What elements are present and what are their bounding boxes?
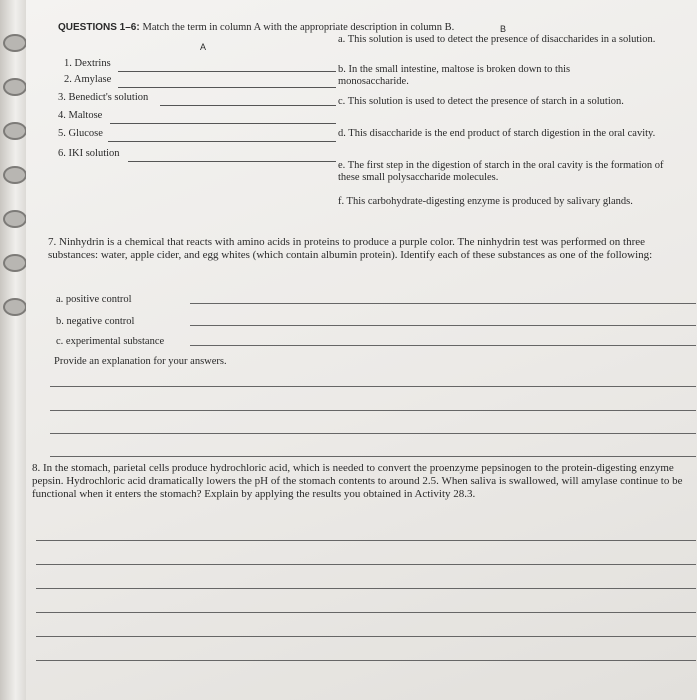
q7-answer-line[interactable] bbox=[50, 456, 696, 457]
q8-answer-line[interactable] bbox=[36, 636, 696, 637]
questions-heading bbox=[58, 22, 454, 33]
term-6: 6. IKI solution bbox=[58, 148, 120, 159]
q7-negative-control-blank[interactable] bbox=[190, 325, 696, 326]
term-3: 3. Benedict's solution bbox=[58, 92, 149, 103]
description-d: d. This disaccharide is the end product of starch digestion in the oral cavity. bbox=[338, 128, 656, 139]
answer-blank-4[interactable] bbox=[110, 123, 336, 124]
q7-answer-line[interactable] bbox=[50, 433, 696, 434]
worksheet-page bbox=[26, 0, 697, 700]
binder-ring bbox=[3, 298, 27, 316]
binder-ring bbox=[3, 78, 27, 96]
q7-negative-control-label: b. negative control bbox=[56, 316, 135, 327]
q8-answer-line[interactable] bbox=[36, 564, 696, 565]
question-7-text: 7. Ninhydrin is a chemical that reacts with amino acids in proteins to produce a purple color. The ninhydrin test was performed on three substances: water, apple cider, and egg whites (which contain albumin protein). Identify each of these substances as one of the following: bbox=[48, 236, 653, 261]
description-c: c. This solution is used to detect the presence of starch in a solution. bbox=[338, 96, 624, 107]
q8-answer-line[interactable] bbox=[36, 540, 696, 541]
binder-ring bbox=[3, 210, 27, 228]
answer-blank-1[interactable] bbox=[118, 71, 336, 72]
binder-ring bbox=[3, 34, 27, 52]
questions-label: QUESTIONS 1–6: bbox=[58, 22, 140, 33]
q8-answer-line[interactable] bbox=[36, 612, 696, 613]
answer-blank-2[interactable] bbox=[118, 87, 336, 88]
term-4: 4. Maltose bbox=[58, 110, 103, 121]
binder-ring bbox=[3, 166, 27, 184]
question-8-text: 8. In the stomach, parietal cells produce hydrochloric acid, which is needed to convert the proenzyme pepsinogen to the protein-digesting enzyme pepsin. Hydrochloric acid dramatically lowers the pH of the stomach contents to around 2.5. When saliva is swallowed, will amylase continue to be functional when it enters the stomach? Explain by applying the results you obtained in Activity 28.3. bbox=[32, 462, 683, 500]
q7-experimental-label: c. experimental substance bbox=[56, 336, 165, 347]
binder-edge bbox=[0, 0, 26, 700]
q7-answer-line[interactable] bbox=[50, 410, 696, 411]
q8-answer-line[interactable] bbox=[36, 588, 696, 589]
description-f: f. This carbohydrate-digesting enzyme is produced by salivary glands. bbox=[338, 196, 633, 207]
binder-ring bbox=[3, 122, 27, 140]
answer-blank-5[interactable] bbox=[108, 141, 336, 142]
term-5: 5. Glucose bbox=[58, 128, 103, 139]
answer-blank-6[interactable] bbox=[128, 161, 336, 162]
answer-blank-3[interactable] bbox=[160, 105, 336, 106]
q7-positive-control-blank[interactable] bbox=[190, 303, 696, 304]
term-2: 2. Amylase bbox=[64, 74, 112, 85]
matching-instruction: Match the term in column A with the appropriate description in column B. bbox=[142, 22, 455, 33]
q8-answer-line[interactable] bbox=[36, 660, 696, 661]
q7-answer-line[interactable] bbox=[50, 386, 696, 387]
binder-ring bbox=[3, 254, 27, 272]
q7-experimental-blank[interactable] bbox=[190, 345, 696, 346]
q7-positive-control-label: a. positive control bbox=[56, 294, 132, 305]
description-b: b. In the small intestine, maltose is broken down to this monosaccharide. bbox=[338, 64, 571, 87]
column-b-header: B bbox=[500, 24, 507, 34]
description-a: a. This solution is used to detect the presence of disaccharides in a solution. bbox=[338, 34, 656, 45]
term-1: 1. Dextrins bbox=[64, 58, 111, 69]
description-e: e. The first step in the digestion of starch in the oral cavity is the formation of these small polysaccharide molecules. bbox=[338, 160, 664, 183]
column-a-header: A bbox=[200, 42, 207, 52]
q7-explanation-prompt: Provide an explanation for your answers. bbox=[54, 356, 227, 367]
